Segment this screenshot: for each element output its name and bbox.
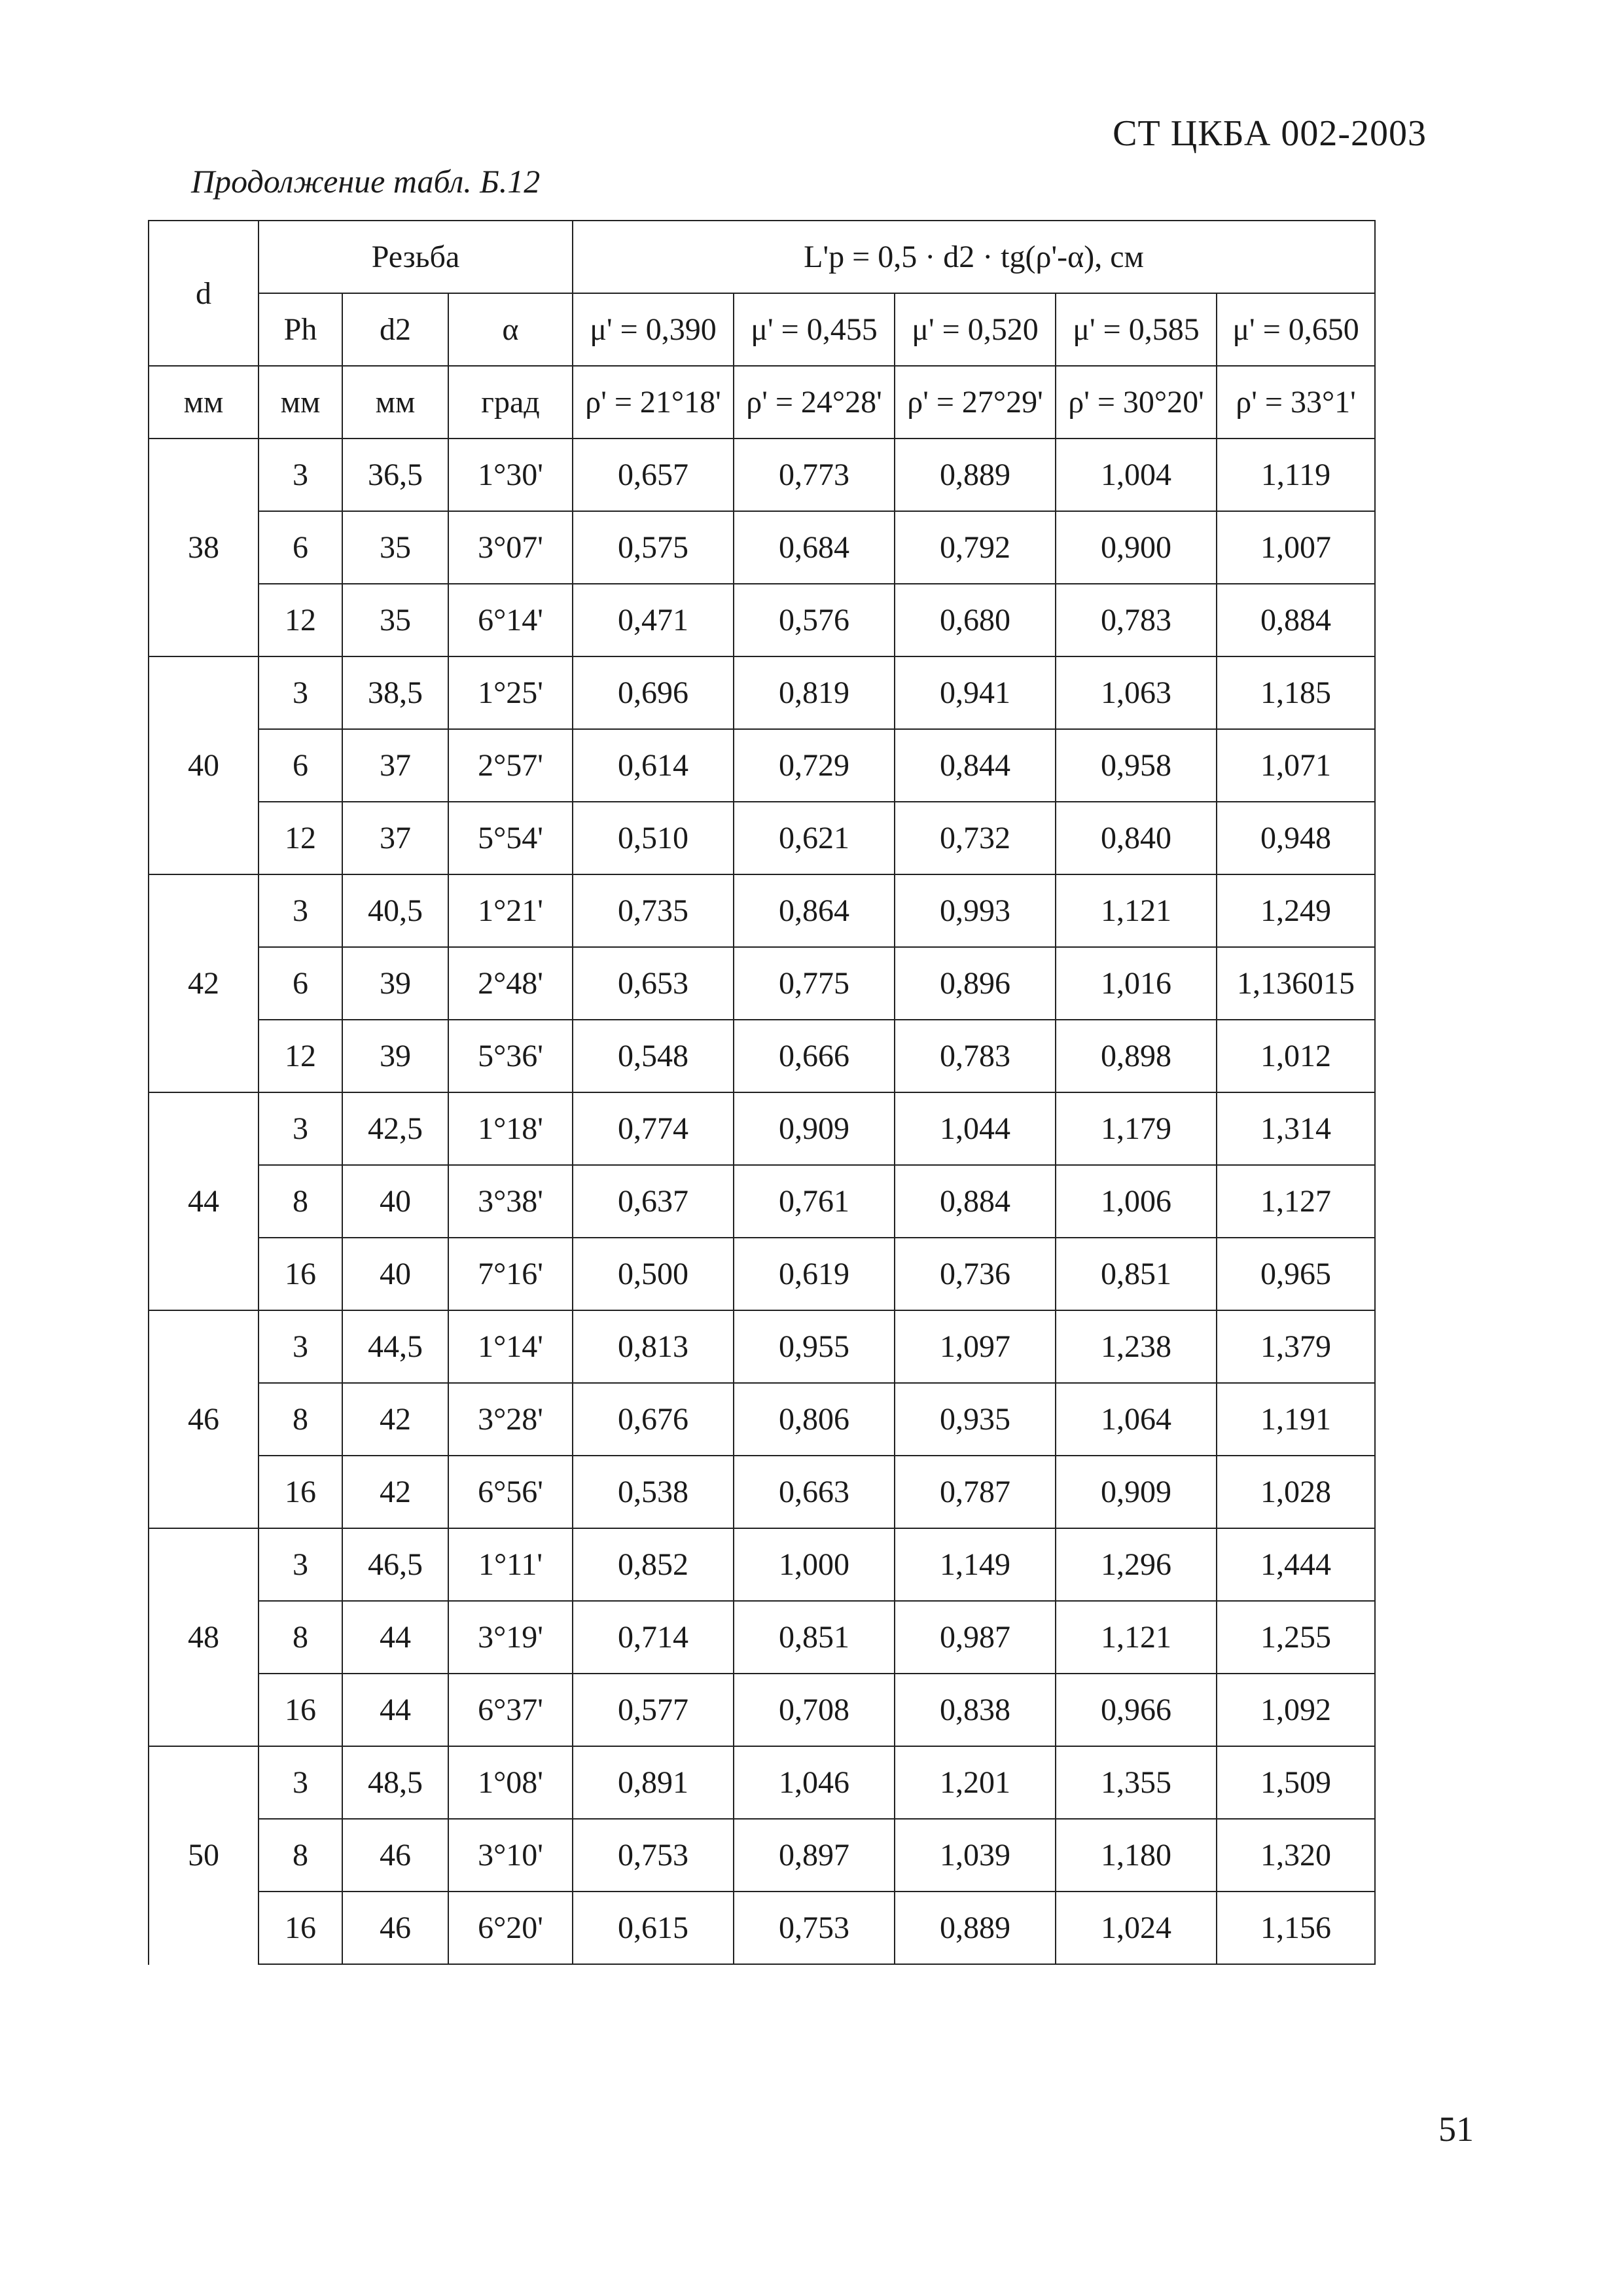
cell-value: 1,006: [1056, 1165, 1217, 1238]
cell-ph: 6: [259, 947, 342, 1020]
cell-d2: 42: [342, 1383, 448, 1456]
cell-value: 0,851: [734, 1601, 895, 1674]
cell-alpha: 3°19': [448, 1601, 573, 1674]
table-row: [149, 1528, 1375, 1601]
cell-d: 48: [149, 1528, 259, 1746]
cell-d2: 39: [342, 1020, 448, 1092]
table-row: [149, 1383, 1375, 1456]
cell-value: 1,028: [1217, 1456, 1375, 1528]
header-row-1: [149, 221, 1375, 293]
table-row: [149, 584, 1375, 656]
cell-value: 1,097: [895, 1310, 1056, 1383]
cell-value: 0,891: [573, 1746, 734, 1819]
cell-value: 1,127: [1217, 1165, 1375, 1238]
cell-value: 0,819: [734, 656, 895, 729]
cell-ph: 8: [259, 1819, 342, 1892]
table-row: [149, 874, 1375, 947]
header-d2: d2: [342, 293, 448, 366]
table-body: [149, 221, 1375, 1964]
cell-value: 0,935: [895, 1383, 1056, 1456]
cell-value: 1,509: [1217, 1746, 1375, 1819]
cell-value: 0,987: [895, 1601, 1056, 1674]
cell-alpha: 1°30': [448, 439, 573, 511]
cell-d2: 38,5: [342, 656, 448, 729]
cell-alpha: 3°07': [448, 511, 573, 584]
cell-value: 0,676: [573, 1383, 734, 1456]
table-row: [149, 1601, 1375, 1674]
cell-value: 1,004: [1056, 439, 1217, 511]
cell-value: 0,838: [895, 1674, 1056, 1746]
data-table: [148, 220, 1376, 1965]
cell-ph: 12: [259, 584, 342, 656]
cell-value: 0,773: [734, 439, 895, 511]
cell-ph: 12: [259, 1020, 342, 1092]
cell-d2: 44: [342, 1601, 448, 1674]
cell-ph: 12: [259, 802, 342, 874]
cell-value: 0,955: [734, 1310, 895, 1383]
cell-value: 1,201: [895, 1746, 1056, 1819]
header-mu-4: μ' = 0,585: [1056, 293, 1217, 366]
cell-value: 0,753: [734, 1892, 895, 1964]
cell-ph: 8: [259, 1383, 342, 1456]
cell-d2: 35: [342, 584, 448, 656]
cell-value: 1,185: [1217, 656, 1375, 729]
cell-value: 0,753: [573, 1819, 734, 1892]
unit-ph: мм: [259, 366, 342, 439]
cell-ph: 16: [259, 1892, 342, 1964]
cell-d2: 44: [342, 1674, 448, 1746]
cell-value: 0,471: [573, 584, 734, 656]
cell-ph: 3: [259, 1746, 342, 1819]
cell-alpha: 3°28': [448, 1383, 573, 1456]
cell-value: 0,851: [1056, 1238, 1217, 1310]
cell-value: 0,714: [573, 1601, 734, 1674]
cell-value: 0,637: [573, 1165, 734, 1238]
cell-value: 1,044: [895, 1092, 1056, 1165]
cell-alpha: 1°11': [448, 1528, 573, 1601]
cell-value: 0,736: [895, 1238, 1056, 1310]
cell-alpha: 7°16': [448, 1238, 573, 1310]
header-ph: Ph: [259, 293, 342, 366]
cell-ph: 6: [259, 511, 342, 584]
header-thread: Резьба: [259, 221, 573, 293]
table-row: [149, 1238, 1375, 1310]
cell-value: 0,787: [895, 1456, 1056, 1528]
cell-value: 0,761: [734, 1165, 895, 1238]
cell-value: 1,249: [1217, 874, 1375, 947]
cell-alpha: 1°21': [448, 874, 573, 947]
cell-value: 1,180: [1056, 1819, 1217, 1892]
cell-d2: 40: [342, 1238, 448, 1310]
cell-ph: 8: [259, 1601, 342, 1674]
cell-value: 1,121: [1056, 874, 1217, 947]
cell-alpha: 6°56': [448, 1456, 573, 1528]
cell-d2: 48,5: [342, 1746, 448, 1819]
cell-d: 42: [149, 874, 259, 1092]
cell-value: 1,024: [1056, 1892, 1217, 1964]
cell-value: 0,619: [734, 1238, 895, 1310]
cell-d: 50: [149, 1746, 259, 1964]
cell-value: 0,844: [895, 729, 1056, 802]
unit-alpha: град: [448, 366, 573, 439]
header-rho-4: ρ' = 30°20': [1056, 366, 1217, 439]
table-row: [149, 1165, 1375, 1238]
cell-alpha: 2°48': [448, 947, 573, 1020]
cell-value: 0,900: [1056, 511, 1217, 584]
cell-value: 1,444: [1217, 1528, 1375, 1601]
table-row: [149, 656, 1375, 729]
cell-value: 0,732: [895, 802, 1056, 874]
cell-alpha: 6°20': [448, 1892, 573, 1964]
header-rho-1: ρ' = 21°18': [573, 366, 734, 439]
cell-value: 0,696: [573, 656, 734, 729]
table-row: [149, 947, 1375, 1020]
cell-value: 0,621: [734, 802, 895, 874]
cell-value: 0,941: [895, 656, 1056, 729]
cell-value: 1,012: [1217, 1020, 1375, 1092]
cell-value: 0,576: [734, 584, 895, 656]
cell-alpha: 6°14': [448, 584, 573, 656]
cell-value: 1,064: [1056, 1383, 1217, 1456]
cell-value: 1,039: [895, 1819, 1056, 1892]
cell-value: 0,538: [573, 1456, 734, 1528]
cell-value: 0,666: [734, 1020, 895, 1092]
cell-value: 0,783: [1056, 584, 1217, 656]
document-code: СТ ЦКБА 002-2003: [1113, 113, 1427, 154]
cell-d2: 46,5: [342, 1528, 448, 1601]
cell-d2: 40: [342, 1165, 448, 1238]
cell-value: 0,840: [1056, 802, 1217, 874]
cell-value: 0,958: [1056, 729, 1217, 802]
cell-ph: 3: [259, 439, 342, 511]
cell-alpha: 1°08': [448, 1746, 573, 1819]
cell-value: 1,121: [1056, 1601, 1217, 1674]
cell-value: 1,355: [1056, 1746, 1217, 1819]
cell-value: 0,657: [573, 439, 734, 511]
cell-d2: 39: [342, 947, 448, 1020]
header-mu-1: μ' = 0,390: [573, 293, 734, 366]
cell-value: 1,320: [1217, 1819, 1375, 1892]
cell-ph: 3: [259, 1092, 342, 1165]
table-row: [149, 1674, 1375, 1746]
cell-value: 0,884: [1217, 584, 1375, 656]
cell-value: 0,896: [895, 947, 1056, 1020]
header-formula: L'p = 0,5 · d2 · tg(ρ'-α), см: [573, 221, 1375, 293]
cell-value: 0,510: [573, 802, 734, 874]
cell-value: 0,500: [573, 1238, 734, 1310]
cell-d: 40: [149, 656, 259, 874]
cell-alpha: 2°57': [448, 729, 573, 802]
page-number: 51: [1438, 2109, 1474, 2149]
table-row: [149, 1092, 1375, 1165]
cell-value: 0,774: [573, 1092, 734, 1165]
cell-d2: 40,5: [342, 874, 448, 947]
header-alpha: α: [448, 293, 573, 366]
cell-value: 0,852: [573, 1528, 734, 1601]
cell-value: 1,136015: [1217, 947, 1375, 1020]
cell-ph: 3: [259, 1310, 342, 1383]
cell-ph: 16: [259, 1238, 342, 1310]
cell-value: 0,680: [895, 584, 1056, 656]
table-row: [149, 1020, 1375, 1092]
cell-value: 0,653: [573, 947, 734, 1020]
header-mu-2: μ' = 0,455: [734, 293, 895, 366]
cell-value: 0,548: [573, 1020, 734, 1092]
cell-d2: 46: [342, 1819, 448, 1892]
cell-value: 1,046: [734, 1746, 895, 1819]
unit-d2: мм: [342, 366, 448, 439]
cell-value: 0,993: [895, 874, 1056, 947]
cell-value: 0,897: [734, 1819, 895, 1892]
cell-value: 0,735: [573, 874, 734, 947]
cell-d2: 37: [342, 729, 448, 802]
table-row: [149, 511, 1375, 584]
table-row: [149, 1456, 1375, 1528]
cell-value: 0,909: [1056, 1456, 1217, 1528]
cell-ph: 3: [259, 874, 342, 947]
table-row: [149, 1819, 1375, 1892]
cell-value: 0,813: [573, 1310, 734, 1383]
cell-alpha: 6°37': [448, 1674, 573, 1746]
cell-d2: 37: [342, 802, 448, 874]
cell-ph: 3: [259, 1528, 342, 1601]
table-row: [149, 1310, 1375, 1383]
cell-value: 0,614: [573, 729, 734, 802]
cell-value: 1,071: [1217, 729, 1375, 802]
cell-d2: 35: [342, 511, 448, 584]
cell-value: 1,000: [734, 1528, 895, 1601]
table-continuation-caption: Продолжение табл. Б.12: [191, 163, 541, 200]
cell-ph: 3: [259, 656, 342, 729]
table-row: [149, 802, 1375, 874]
cell-value: 1,238: [1056, 1310, 1217, 1383]
cell-d2: 42,5: [342, 1092, 448, 1165]
header-mu-3: μ' = 0,520: [895, 293, 1056, 366]
cell-value: 0,708: [734, 1674, 895, 1746]
header-mu-5: μ' = 0,650: [1217, 293, 1375, 366]
cell-value: 1,179: [1056, 1092, 1217, 1165]
cell-value: 1,007: [1217, 511, 1375, 584]
cell-value: 0,615: [573, 1892, 734, 1964]
cell-value: 0,792: [895, 511, 1056, 584]
cell-value: 0,775: [734, 947, 895, 1020]
cell-ph: 16: [259, 1674, 342, 1746]
cell-value: 1,063: [1056, 656, 1217, 729]
cell-value: 0,966: [1056, 1674, 1217, 1746]
cell-d2: 42: [342, 1456, 448, 1528]
table-row: [149, 729, 1375, 802]
header-row-3: [149, 366, 1375, 439]
cell-value: 0,577: [573, 1674, 734, 1746]
cell-value: 0,684: [734, 511, 895, 584]
header-rho-5: ρ' = 33°1': [1217, 366, 1375, 439]
header-row-2: [149, 293, 1375, 366]
cell-ph: 16: [259, 1456, 342, 1528]
cell-value: 1,191: [1217, 1383, 1375, 1456]
cell-d2: 36,5: [342, 439, 448, 511]
cell-value: 0,783: [895, 1020, 1056, 1092]
cell-alpha: 5°36': [448, 1020, 573, 1092]
cell-d2: 46: [342, 1892, 448, 1964]
header-d: d: [149, 221, 259, 366]
cell-value: 0,889: [895, 439, 1056, 511]
cell-value: 1,296: [1056, 1528, 1217, 1601]
table-row: [149, 1892, 1375, 1964]
cell-value: 1,379: [1217, 1310, 1375, 1383]
cell-ph: 8: [259, 1165, 342, 1238]
cell-value: 0,575: [573, 511, 734, 584]
cell-value: 1,119: [1217, 439, 1375, 511]
cell-value: 0,864: [734, 874, 895, 947]
unit-d: мм: [149, 366, 259, 439]
cell-value: 1,092: [1217, 1674, 1375, 1746]
cell-value: 0,729: [734, 729, 895, 802]
cell-value: 0,806: [734, 1383, 895, 1456]
cell-ph: 6: [259, 729, 342, 802]
cell-value: 1,314: [1217, 1092, 1375, 1165]
cell-alpha: 1°18': [448, 1092, 573, 1165]
cell-d: 38: [149, 439, 259, 656]
cell-alpha: 3°38': [448, 1165, 573, 1238]
cell-alpha: 1°14': [448, 1310, 573, 1383]
cell-alpha: 3°10': [448, 1819, 573, 1892]
cell-value: 0,884: [895, 1165, 1056, 1238]
header-rho-3: ρ' = 27°29': [895, 366, 1056, 439]
header-rho-2: ρ' = 24°28': [734, 366, 895, 439]
cell-value: 0,909: [734, 1092, 895, 1165]
cell-value: 0,948: [1217, 802, 1375, 874]
cell-value: 1,156: [1217, 1892, 1375, 1964]
cell-d: 44: [149, 1092, 259, 1310]
cell-value: 0,898: [1056, 1020, 1217, 1092]
cell-value: 1,255: [1217, 1601, 1375, 1674]
cell-d: 46: [149, 1310, 259, 1528]
cell-value: 0,965: [1217, 1238, 1375, 1310]
table-row: [149, 439, 1375, 511]
cell-alpha: 1°25': [448, 656, 573, 729]
cell-d2: 44,5: [342, 1310, 448, 1383]
cell-value: 0,663: [734, 1456, 895, 1528]
cell-value: 0,889: [895, 1892, 1056, 1964]
cell-value: 1,016: [1056, 947, 1217, 1020]
cell-value: 1,149: [895, 1528, 1056, 1601]
table-row: [149, 1746, 1375, 1819]
cell-alpha: 5°54': [448, 802, 573, 874]
